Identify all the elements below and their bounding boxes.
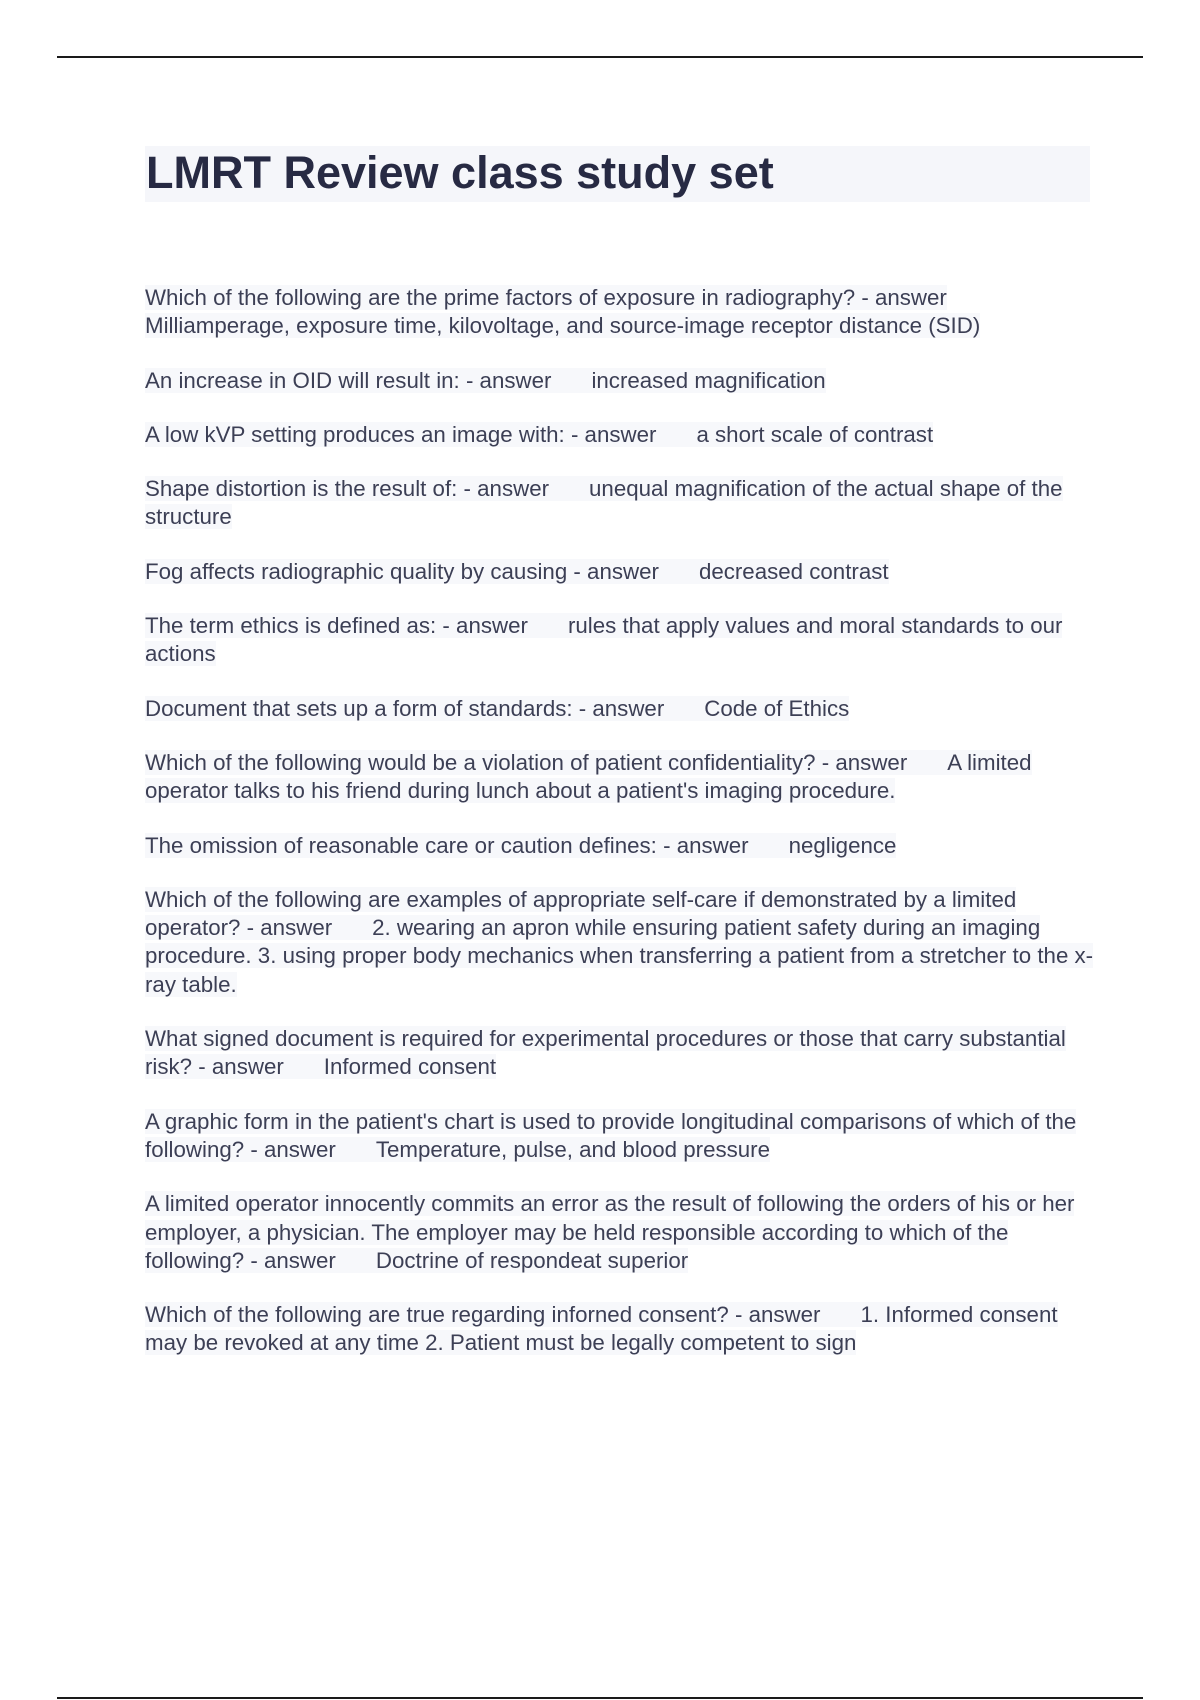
question-text: Shape distortion is the result of: - answer [145, 476, 550, 502]
qa-item [145, 475, 1095, 532]
qa-item [145, 1301, 1095, 1358]
qa-item [145, 695, 1095, 723]
question-text: Which of the following would be a violation of patient confidentiality? - answer [145, 749, 908, 775]
answer-text: Code of Ethics [704, 695, 850, 721]
question-text: Which of the following are examples of appropriate self-care if demonstrated by a limited operator? - answer [145, 886, 1017, 941]
question-text: Fog affects radiographic quality by causing - answer [145, 558, 659, 584]
qa-item [145, 749, 1095, 806]
answer-text: Temperature, pulse, and blood pressure [375, 1136, 771, 1162]
bottom-rule [57, 1697, 1143, 1699]
question-text: Which of the following are the prime factors of exposure in radiography? - answer [145, 285, 947, 310]
qa-item [145, 558, 1095, 586]
question-text: What signed document is required for experimental procedures or those that carry substantial risk? - answer [145, 1026, 1066, 1080]
qa-item [145, 1025, 1095, 1082]
qa-item [145, 612, 1095, 669]
question-text: Which of the following are true regarding inforned consent? - answer [145, 1302, 821, 1328]
answer-text: Milliamperage, exposure time, kilovoltage, and source-image receptor distance (SID) [145, 313, 981, 339]
qa-list [145, 284, 1095, 1384]
question-text: A limited operator innocently commits an error as the result of following the orders of his or her employer, a physician. The employer may be held responsible according to which of the following? - answer [145, 1191, 1075, 1273]
question-text: An increase in OID will result in: - answer [145, 367, 552, 393]
answer-text: Informed consent [323, 1054, 497, 1080]
qa-item [145, 832, 1095, 860]
answer-text: decreased contrast [698, 558, 889, 584]
answer-text: A limited operator talks to his friend during lunch about a patient's imaging procedure. [145, 749, 1032, 804]
qa-item [145, 1108, 1095, 1165]
answer-text: rules that apply values and moral standards to our actions [145, 613, 1063, 667]
question-text: A low kVP setting produces an image with: - answer [145, 421, 657, 447]
top-rule [57, 56, 1143, 58]
qa-item [145, 1190, 1095, 1275]
answer-text: negligence [788, 832, 897, 858]
page-title: LMRT Review class study set [146, 147, 774, 198]
answer-text: unequal magnification of the actual shape of the structure [145, 476, 1063, 530]
qa-item [145, 284, 1095, 341]
answer-text: increased magnification [591, 367, 826, 393]
answer-text: a short scale of contrast [696, 421, 934, 447]
question-text: The omission of reasonable care or caution defines: - answer [145, 832, 749, 858]
qa-item [145, 421, 1095, 449]
question-text: The term ethics is defined as: - answer [145, 613, 528, 639]
qa-item [145, 367, 1095, 395]
question-text: A graphic form in the patient's chart is used to provide longitudinal comparisons of which of the following? - answer [145, 1108, 1077, 1162]
answer-text: 1. Informed consent may be revoked at any time 2. Patient must be legally competent to sign [145, 1302, 1058, 1356]
question-text: Document that sets up a form of standards: - answer [145, 695, 665, 721]
answer-text: Doctrine of respondeat superior [375, 1247, 689, 1273]
answer-text: 2. wearing an apron while ensuring patient safety during an imaging procedure. 3. using proper body mechanics when transferring a patient from a stretcher to the x-ray table. [145, 915, 1094, 997]
qa-item [145, 886, 1095, 999]
